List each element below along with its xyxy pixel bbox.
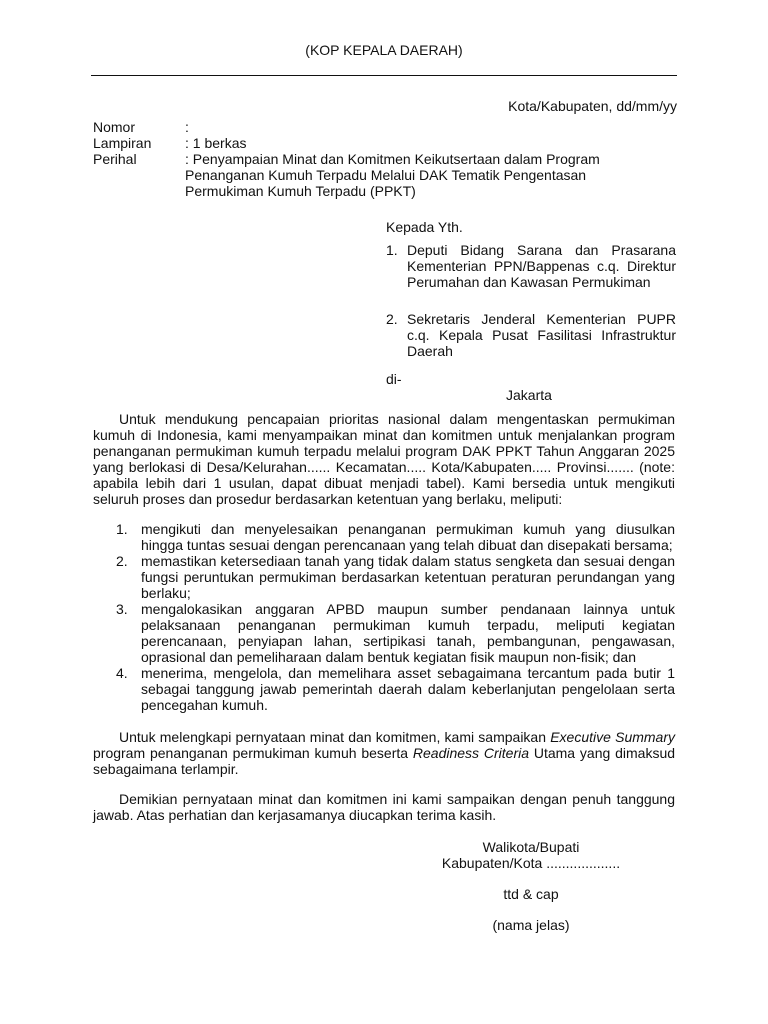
signer-title: Walikota/Bupati — [482, 839, 580, 855]
letterhead-placeholder: (KOP KEPALA DAERAH) — [305, 42, 463, 58]
attachment-text-3: Utama yang dimaksud sebagaimana terlampir. — [93, 745, 676, 777]
commitment-list — [93, 521, 675, 713]
kepada-yth: Kepada Yth. — [386, 219, 463, 235]
executive-summary-term: Executive Summary — [550, 729, 676, 745]
nomor-row — [93, 119, 693, 135]
recipient-number: 1. — [386, 242, 398, 258]
lampiran-row — [93, 135, 693, 151]
intro-paragraph — [93, 411, 675, 507]
letterhead-divider — [91, 75, 677, 76]
recipient-di: di- — [386, 371, 402, 387]
list-number: 1. — [116, 521, 128, 537]
signer-region: Kabupaten/Kota ................... — [441, 855, 621, 871]
signer-name: (nama jelas) — [492, 917, 570, 933]
intro-text: Untuk mendukung pencapaian prioritas nasional dalam mengentaskan permukiman kumuh di Indonesia, kami menyampaikan minat dan komitmen untuk menjalankan program penanganan permukiman kumuh terpadu melalui program DAK PPKT Tahun Anggaran 2025 yang berlokasi di Desa/Kelurahan...... Kecamatan..... Kota/Kabupaten..... Provinsi....... (note: apabila lebih dari 1 usulan, dapat dibuat menjadi tabel). Kami bersedia untuk mengikuti seluruh proses dan prosedur berdasarkan ketentuan yang berlaku, meliputi: — [93, 411, 675, 507]
list-text: menerima, mengelola, dan memelihara asset sebagaimana tercantum pada butir 1 sebagai tanggung jawab pemerintah daerah dalam keberlanjutan pengelolaan serta pencegahan kumuh. — [141, 665, 675, 713]
closing-paragraph — [93, 791, 675, 823]
place-date-line: Kota/Kabupaten, dd/mm/yy — [508, 98, 677, 114]
signature-stamp-note: ttd & cap — [503, 886, 559, 902]
nomor-label: Nomor — [93, 119, 136, 135]
list-text: mengalokasikan anggaran APBD maupun sumber pendanaan lainnya untuk pelaksanaan penanganan permukiman kumuh terpadu, meliputi kegiatan perencanaan, penyiapan lahan, sertipikasi tanah, pembangunan, pengawasan, oprasional dan pemeliharaan dalam bentuk kegiatan fisik maupun non-fisik; dan — [141, 601, 675, 665]
perihal-line-1: : Penyampaian Minat dan Komitmen Keikutsertaan dalam Program — [185, 151, 600, 167]
lampiran-value: : 1 berkas — [185, 135, 247, 151]
list-item — [93, 665, 675, 713]
perihal-label: Perihal — [93, 151, 137, 167]
readiness-criteria-term: Readiness Criteria — [412, 745, 530, 761]
closing-text: Demikian pernyataan minat dan komitmen ini kami sampaikan dengan penuh tanggung jawab. Atas perhatian dan kerjasamanya diucapkan terima kasih. — [93, 791, 675, 823]
perihal-row — [93, 151, 693, 167]
recipient-item — [386, 242, 676, 290]
recipient-number: 2. — [386, 311, 398, 327]
list-text: memastikan ketersediaan tanah yang tidak dalam status sengketa dan sesuai dengan fungsi peruntukan permukiman berdasarkan ketentuan peraturan perundangan yang berlaku; — [141, 553, 675, 601]
list-text: mengikuti dan menyelesaikan penanganan permukiman kumuh yang diusulkan hingga tuntas sesuai dengan perencanaan yang telah dibuat dan disepakati bersama; — [141, 521, 675, 553]
lampiran-label: Lampiran — [93, 135, 152, 151]
list-item — [93, 601, 675, 665]
perihal-line-2: Penanganan Kumuh Terpadu Melalui DAK Tematik Pengentasan — [185, 167, 587, 183]
recipient-text: Deputi Bidang Sarana dan Prasarana Kementerian PPN/Bappenas c.q. Direktur Perumahan dan Kawasan Permukiman — [407, 242, 676, 290]
letter-meta — [93, 119, 693, 199]
perihal-line-3: Permukiman Kumuh Terpadu (PPKT) — [185, 183, 416, 199]
attachment-paragraph — [93, 729, 675, 777]
recipient-city: Jakarta — [506, 387, 552, 403]
list-number: 2. — [116, 553, 128, 569]
perihal-row-3 — [93, 183, 693, 199]
attachment-text-1: Untuk melengkapi pernyataan minat dan komitmen, kami sampaikan — [119, 729, 547, 745]
list-number: 4. — [116, 665, 128, 681]
recipient-text: Sekretaris Jenderal Kementerian PUPR c.q. Kepala Pusat Fasilitasi Infrastruktur Daerah — [407, 311, 676, 359]
perihal-row-2 — [93, 167, 693, 183]
list-item — [93, 521, 675, 553]
nomor-value: : — [185, 119, 189, 135]
recipient-item — [386, 311, 676, 359]
attachment-text-2: program penanganan permukiman kumuh beserta — [93, 745, 409, 761]
list-number: 3. — [116, 601, 128, 617]
list-item — [93, 553, 675, 601]
